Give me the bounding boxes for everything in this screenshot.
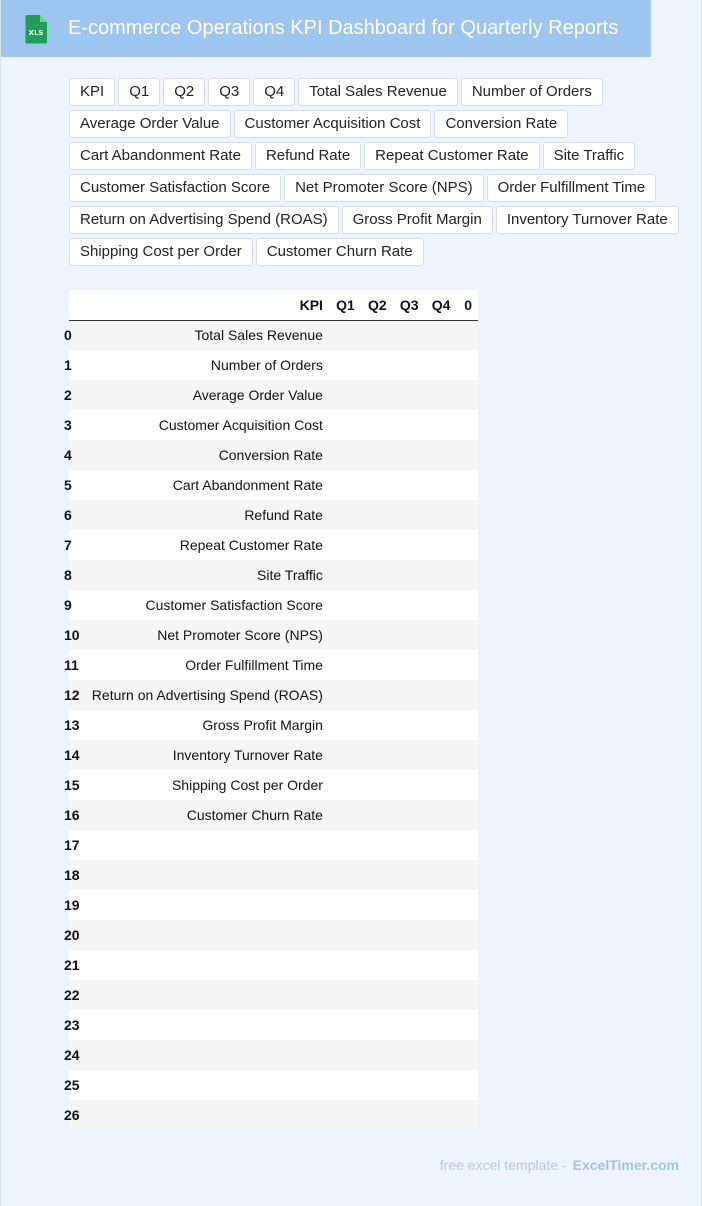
q3-cell <box>393 590 425 620</box>
q2-cell <box>361 830 393 860</box>
column-header-q2: Q2 <box>361 290 393 320</box>
column-0-cell <box>456 920 478 950</box>
q1-cell <box>329 920 361 950</box>
q4-cell <box>425 380 457 410</box>
q4-cell <box>425 320 457 350</box>
kpi-name-cell: Shipping Cost per Order <box>171 777 323 793</box>
row-index-cell <box>64 1040 80 1070</box>
row-index: 25 <box>64 1077 80 1093</box>
kpi-name-cell: Customer Satisfaction Score <box>145 597 323 613</box>
row-index-cell <box>64 800 80 830</box>
column-0-cell <box>456 350 478 380</box>
q1-cell <box>329 770 361 800</box>
q3-cell <box>393 920 425 950</box>
q2-cell <box>361 740 393 770</box>
row-index-cell <box>64 1070 80 1100</box>
tag-button[interactable]: Inventory Turnover Rate <box>496 206 679 234</box>
row-index: 22 <box>64 987 80 1003</box>
tag-button[interactable]: Site Traffic <box>543 142 636 170</box>
table-row <box>69 710 478 740</box>
kpi-name-cell <box>80 830 329 860</box>
tag-button[interactable]: Average Order Value <box>69 110 231 138</box>
q2-cell <box>361 590 393 620</box>
tag-button[interactable]: Number of Orders <box>461 78 603 106</box>
column-0-cell <box>456 950 478 980</box>
q4-cell <box>425 500 457 530</box>
q4-cell <box>425 620 457 650</box>
q3-cell <box>393 980 425 1010</box>
kpi-name-cell: Repeat Customer Rate <box>179 537 323 553</box>
row-index-cell <box>64 350 80 380</box>
tag-button[interactable]: Gross Profit Margin <box>342 206 493 234</box>
row-index: 13 <box>64 717 80 733</box>
q3-cell <box>393 710 425 740</box>
q4-cell <box>425 1010 457 1040</box>
q3-cell <box>393 770 425 800</box>
table-row <box>69 770 478 800</box>
row-index: 14 <box>64 747 80 763</box>
q1-cell <box>329 1040 361 1070</box>
kpi-name-cell: Cart Abandonment Rate <box>172 477 323 493</box>
q3-cell <box>393 530 425 560</box>
q3-cell <box>393 500 425 530</box>
table-row <box>69 620 478 650</box>
table-row <box>69 740 478 770</box>
table-row <box>69 500 478 530</box>
q1-cell <box>329 440 361 470</box>
q1-cell <box>329 320 361 350</box>
q1-cell <box>329 1010 361 1040</box>
q4-cell <box>425 470 457 500</box>
kpi-name-cell: Refund Rate <box>244 507 323 523</box>
q1-cell <box>329 950 361 980</box>
q4-cell <box>425 1040 457 1070</box>
column-0-cell <box>456 590 478 620</box>
q3-cell <box>393 890 425 920</box>
kpi-name-cell: Number of Orders <box>210 357 323 373</box>
row-index: 17 <box>64 837 80 853</box>
column-0-cell <box>456 800 478 830</box>
row-index-cell <box>64 620 80 650</box>
column-0-cell <box>456 1040 478 1070</box>
table-row <box>69 1040 478 1070</box>
q2-cell <box>361 1010 393 1040</box>
column-0-cell <box>456 470 478 500</box>
q2-cell <box>361 980 393 1010</box>
tag-button[interactable]: Q3 <box>208 78 250 106</box>
q4-cell <box>425 410 457 440</box>
column-header-0: 0 <box>456 290 478 320</box>
table-row <box>69 980 478 1010</box>
footer <box>440 1157 679 1173</box>
q4-cell <box>425 770 457 800</box>
q3-cell <box>393 350 425 380</box>
tag-button[interactable]: Shipping Cost per Order <box>69 238 253 266</box>
row-index-cell <box>64 590 80 620</box>
tag-button[interactable]: Return on Advertising Spend (ROAS) <box>69 206 339 234</box>
table-body <box>64 320 478 1130</box>
xls-file-icon <box>21 14 51 44</box>
table-header-row <box>69 290 478 320</box>
table-row <box>69 920 478 950</box>
tag-button[interactable]: KPI <box>69 78 115 106</box>
table-row <box>69 1070 478 1100</box>
page-header <box>1 0 651 57</box>
row-index: 15 <box>64 777 80 793</box>
row-index: 9 <box>64 597 72 613</box>
row-index-cell <box>64 830 80 860</box>
q3-cell <box>393 470 425 500</box>
q1-cell <box>329 800 361 830</box>
row-index-cell <box>64 380 80 410</box>
table-row <box>69 800 478 830</box>
column-0-cell <box>456 740 478 770</box>
row-index-cell <box>64 710 80 740</box>
row-index: 1 <box>64 357 72 373</box>
row-index-cell <box>64 950 80 980</box>
kpi-name-cell: Customer Churn Rate <box>186 807 323 823</box>
q1-cell <box>329 650 361 680</box>
q1-cell <box>329 620 361 650</box>
q2-cell <box>361 920 393 950</box>
column-header-q1: Q1 <box>329 290 361 320</box>
q2-cell <box>361 560 393 590</box>
row-index-cell <box>64 440 80 470</box>
tag-button[interactable]: Q1 <box>118 78 160 106</box>
row-index-cell <box>64 680 80 710</box>
column-0-cell <box>456 980 478 1010</box>
q1-cell <box>329 410 361 440</box>
row-index: 26 <box>64 1107 80 1123</box>
q4-cell <box>425 920 457 950</box>
q2-cell <box>361 350 393 380</box>
column-0-cell <box>456 1010 478 1040</box>
q3-cell <box>393 380 425 410</box>
q4-cell <box>425 830 457 860</box>
q1-cell <box>329 380 361 410</box>
q2-cell <box>361 440 393 470</box>
q1-cell <box>329 1100 361 1130</box>
row-index-cell <box>64 530 80 560</box>
column-0-cell <box>456 1070 478 1100</box>
row-index-cell <box>64 860 80 890</box>
column-0-cell <box>456 380 478 410</box>
kpi-name-cell: Total Sales Revenue <box>194 327 323 344</box>
q1-cell <box>329 740 361 770</box>
q2-cell <box>361 800 393 830</box>
row-index-cell <box>64 470 80 500</box>
column-header-q3: Q3 <box>393 290 425 320</box>
q2-cell <box>361 710 393 740</box>
column-0-cell <box>456 530 478 560</box>
q1-cell <box>329 830 361 860</box>
table-row <box>69 320 478 350</box>
q3-cell <box>393 680 425 710</box>
kpi-table <box>64 290 478 1130</box>
table-row <box>69 1100 478 1130</box>
kpi-name-cell <box>80 1100 329 1130</box>
column-0-cell <box>456 680 478 710</box>
q4-cell <box>425 560 457 590</box>
kpi-name-cell: Gross Profit Margin <box>202 717 323 733</box>
row-index-cell <box>64 500 80 530</box>
q4-cell <box>425 710 457 740</box>
column-0-cell <box>456 320 478 350</box>
kpi-name-cell: Customer Acquisition Cost <box>158 417 323 433</box>
kpi-name-cell <box>80 950 329 980</box>
q4-cell <box>425 530 457 560</box>
table-row <box>69 440 478 470</box>
row-index: 3 <box>64 417 72 433</box>
row-index: 4 <box>64 447 72 463</box>
svg-text:XLS: XLS <box>28 29 44 37</box>
kpi-name-cell <box>80 1040 329 1070</box>
q2-cell <box>361 1040 393 1070</box>
row-index: 7 <box>64 537 72 553</box>
table-row <box>69 860 478 890</box>
q3-cell <box>393 440 425 470</box>
q2-cell <box>361 680 393 710</box>
q3-cell <box>393 320 425 350</box>
kpi-name-cell: Average Order Value <box>192 387 323 403</box>
tag-button[interactable]: Refund Rate <box>255 142 361 170</box>
table-row <box>69 650 478 680</box>
row-index-cell <box>64 770 80 800</box>
q2-cell <box>361 890 393 920</box>
column-0-cell <box>456 440 478 470</box>
table-row <box>69 590 478 620</box>
q2-cell <box>361 860 393 890</box>
column-header-q4: Q4 <box>425 290 457 320</box>
q3-cell <box>393 1070 425 1100</box>
row-index-cell <box>64 1100 80 1130</box>
q2-cell <box>361 380 393 410</box>
q2-cell <box>361 650 393 680</box>
kpi-name-cell: Return on Advertising Spend (ROAS) <box>91 687 323 703</box>
q1-cell <box>329 350 361 380</box>
q1-cell <box>329 470 361 500</box>
row-index: 19 <box>64 897 80 913</box>
q3-cell <box>393 1040 425 1070</box>
footer-text: free excel template - <box>439 1157 567 1173</box>
table-row <box>69 350 478 380</box>
row-index: 8 <box>64 567 72 583</box>
kpi-name-cell: Order Fulfillment Time <box>185 657 323 673</box>
q4-cell <box>425 860 457 890</box>
q3-cell <box>393 860 425 890</box>
q2-cell <box>361 320 393 350</box>
tag-button[interactable]: Repeat Customer Rate <box>364 142 539 170</box>
q2-cell <box>361 500 393 530</box>
table-row <box>69 680 478 710</box>
row-index-cell <box>64 410 80 440</box>
kpi-name-cell: Site Traffic <box>257 567 323 583</box>
footer-brand-link[interactable]: ExcelTimer.com <box>572 1157 679 1173</box>
kpi-name-cell <box>80 980 329 1010</box>
q4-cell <box>425 980 457 1010</box>
q1-cell <box>329 590 361 620</box>
row-index: 12 <box>64 687 80 703</box>
column-header-kpi: KPI <box>80 290 329 320</box>
row-index-cell <box>64 1010 80 1040</box>
row-index: 18 <box>64 867 80 883</box>
q4-cell <box>425 650 457 680</box>
q3-cell <box>393 1100 425 1130</box>
q3-cell <box>393 560 425 590</box>
q3-cell <box>393 650 425 680</box>
q2-cell <box>361 410 393 440</box>
column-0-cell <box>456 650 478 680</box>
row-index: 10 <box>64 627 80 643</box>
column-0-cell <box>456 890 478 920</box>
tag-button[interactable]: Order Fulfillment Time <box>487 174 657 202</box>
q3-cell <box>393 620 425 650</box>
row-index: 20 <box>64 927 80 943</box>
kpi-table-container <box>64 290 478 1130</box>
q2-cell <box>361 530 393 560</box>
tag-button[interactable]: Customer Acquisition Cost <box>234 110 432 138</box>
row-index: 23 <box>64 1017 80 1033</box>
q4-cell <box>425 890 457 920</box>
q1-cell <box>329 860 361 890</box>
q2-cell <box>361 1100 393 1130</box>
table-row <box>69 950 478 980</box>
column-0-cell <box>456 410 478 440</box>
q4-cell <box>425 590 457 620</box>
column-0-cell <box>456 560 478 590</box>
index-column-header <box>69 290 80 320</box>
column-0-cell <box>456 620 478 650</box>
table-row <box>69 560 478 590</box>
row-index: 16 <box>64 807 80 823</box>
row-index-cell <box>64 740 80 770</box>
column-0-cell <box>456 500 478 530</box>
table-row <box>69 1010 478 1040</box>
table-row <box>69 470 478 500</box>
row-index: 24 <box>64 1047 80 1063</box>
kpi-name-cell <box>80 1010 329 1040</box>
q3-cell <box>393 950 425 980</box>
tag-button[interactable]: Customer Satisfaction Score <box>69 174 281 202</box>
q1-cell <box>329 710 361 740</box>
tag-button[interactable]: Conversion Rate <box>434 110 568 138</box>
kpi-name-cell <box>80 890 329 920</box>
tag-button[interactable]: Cart Abandonment Rate <box>69 142 252 170</box>
row-index-cell <box>64 980 80 1010</box>
row-index-cell <box>64 650 80 680</box>
q2-cell <box>361 950 393 980</box>
table-row <box>69 890 478 920</box>
q3-cell <box>393 800 425 830</box>
q2-cell <box>361 770 393 800</box>
q4-cell <box>425 680 457 710</box>
row-index: 11 <box>64 657 79 673</box>
q4-cell <box>425 740 457 770</box>
page-title: E-commerce Operations KPI Dashboard for Quarterly Reports <box>68 17 619 39</box>
column-0-cell <box>456 770 478 800</box>
q4-cell <box>425 440 457 470</box>
q4-cell <box>425 350 457 380</box>
q1-cell <box>329 980 361 1010</box>
row-index: 2 <box>64 387 72 403</box>
q4-cell <box>425 1100 457 1130</box>
q1-cell <box>329 560 361 590</box>
kpi-name-cell <box>80 1070 329 1100</box>
column-0-cell <box>456 830 478 860</box>
kpi-name-cell: Inventory Turnover Rate <box>172 747 323 763</box>
tag-button[interactable]: Total Sales Revenue <box>298 78 458 106</box>
row-index-cell <box>64 920 80 950</box>
q2-cell <box>361 1070 393 1100</box>
tag-button[interactable]: Customer Churn Rate <box>256 238 424 266</box>
q1-cell <box>329 500 361 530</box>
q1-cell <box>329 680 361 710</box>
q3-cell <box>393 1010 425 1040</box>
q4-cell <box>425 800 457 830</box>
table-row <box>69 410 478 440</box>
row-index: 5 <box>64 477 72 493</box>
q2-cell <box>361 620 393 650</box>
column-0-cell <box>456 860 478 890</box>
tag-button[interactable]: Q4 <box>253 78 295 106</box>
kpi-name-cell: Net Promoter Score (NPS) <box>157 627 323 643</box>
q3-cell <box>393 410 425 440</box>
table-row <box>69 830 478 860</box>
kpi-name-cell <box>80 920 329 950</box>
q2-cell <box>361 470 393 500</box>
q1-cell <box>329 1070 361 1100</box>
kpi-name-cell: Conversion Rate <box>218 447 323 463</box>
row-index-cell <box>64 320 80 350</box>
column-0-cell <box>456 1100 478 1130</box>
row-index-cell <box>64 890 80 920</box>
row-index: 6 <box>64 507 72 523</box>
q1-cell <box>329 890 361 920</box>
q3-cell <box>393 740 425 770</box>
column-0-cell <box>456 710 478 740</box>
q4-cell <box>425 950 457 980</box>
tag-button[interactable]: Q2 <box>163 78 205 106</box>
q1-cell <box>329 530 361 560</box>
tag-button[interactable]: Net Promoter Score (NPS) <box>284 174 484 202</box>
kpi-name-cell <box>80 860 329 890</box>
q4-cell <box>425 1070 457 1100</box>
row-index: 0 <box>64 327 72 344</box>
tag-list <box>69 78 679 266</box>
table-row <box>69 530 478 560</box>
row-index: 21 <box>64 957 80 973</box>
q3-cell <box>393 830 425 860</box>
row-index-cell <box>64 560 80 590</box>
table-row <box>69 380 478 410</box>
